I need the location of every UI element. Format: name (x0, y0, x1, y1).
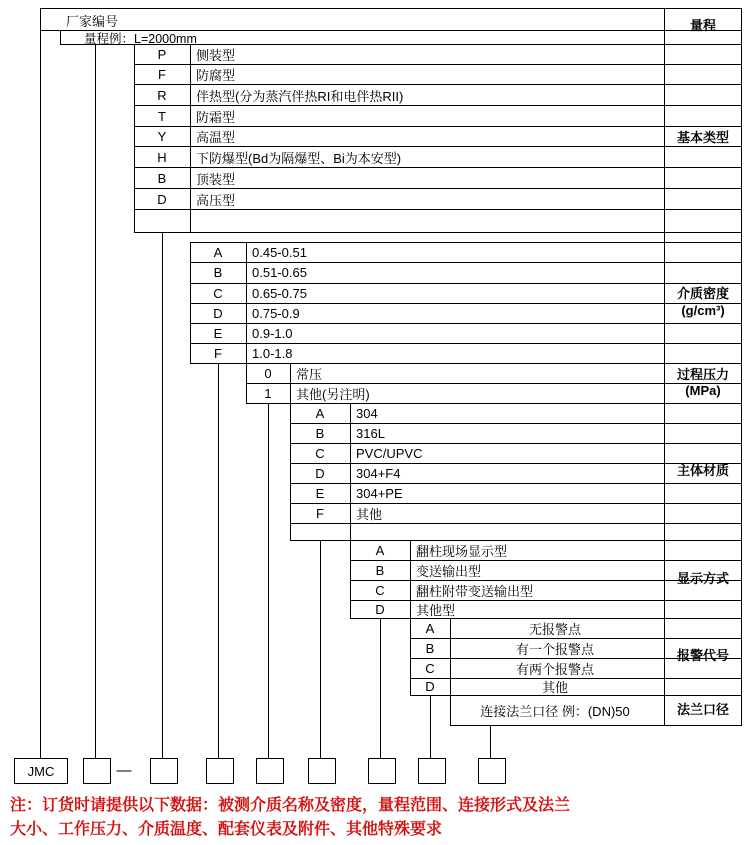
desc-display-A: 翻柱现场显示型 (416, 543, 508, 559)
leader-range (95, 44, 96, 758)
model-slot-3[interactable] (206, 758, 234, 784)
code-pressure-1: 1 (264, 385, 272, 401)
model-slot-4[interactable] (256, 758, 284, 784)
code-density-D: D (213, 305, 223, 321)
desc-density-D: 0.75-0.9 (252, 305, 300, 321)
model-slot-8[interactable] (478, 758, 506, 784)
leader-display (380, 618, 381, 758)
desc-F-type: 防腐型 (196, 67, 236, 83)
model-slot-7[interactable] (418, 758, 446, 784)
desc-alarm-C: 有两个报警点 (515, 661, 594, 677)
leader-basic-type (162, 232, 163, 758)
frame-top (40, 8, 742, 9)
code-material-F: F (316, 505, 324, 521)
right-label-material: 主体材质 (676, 463, 729, 479)
desc-density-B: 0.51-0.65 (252, 264, 307, 280)
code-density-B: B (213, 264, 223, 280)
code-alarm-A: A (425, 620, 435, 636)
code-material-A: A (315, 405, 325, 421)
code-display-B: B (375, 562, 385, 578)
model-slot-5[interactable] (308, 758, 336, 784)
pressure-unit: (MPa) (685, 383, 721, 398)
desc-pressure-1: 其他(另注明) (296, 386, 370, 402)
code-display-D: D (375, 601, 385, 617)
desc-density-C: 0.65-0.75 (252, 285, 307, 301)
leader-flange (490, 725, 491, 758)
code-H: H (157, 149, 167, 165)
desc-density-F: 1.0-1.8 (252, 345, 293, 361)
code-alarm-C: C (425, 660, 435, 676)
desc-alarm-B: 有一个报警点 (515, 641, 594, 657)
code-D-type: D (157, 191, 167, 207)
desc-flange: 连接法兰口径 例：(DN)50 (480, 703, 630, 719)
model-prefix-box[interactable]: JMC (14, 758, 68, 784)
code-P: P (157, 46, 167, 62)
code-material-C: C (315, 445, 325, 461)
leader-alarm (430, 695, 431, 758)
right-label-density: 介质密度 (g/cm³) (676, 286, 729, 318)
frame-left (40, 8, 41, 30)
code-R: R (157, 87, 167, 103)
right-label-flange: 法兰口径 (676, 701, 729, 717)
code-display-A: A (375, 542, 385, 558)
desc-density-E: 0.9-1.0 (252, 325, 293, 341)
sep-fl-bottom (450, 725, 742, 726)
leader-material (320, 540, 321, 758)
row-range-example: 量程例：L=2000mm (84, 32, 197, 46)
model-dash: — (116, 761, 132, 779)
desc-material-D: 304+F4 (356, 465, 401, 481)
leader-pressure (268, 403, 269, 758)
code-T: T (158, 108, 166, 124)
code-alarm-B: B (425, 640, 435, 656)
code-material-E: E (315, 485, 325, 501)
desc-material-A: 304 (356, 405, 378, 421)
code-material-D: D (315, 465, 325, 481)
code-density-E: E (213, 325, 223, 341)
desc-material-B: 316L (356, 425, 385, 441)
density-unit: (g/cm³) (681, 302, 725, 318)
sep-bt-7 (134, 209, 742, 210)
desc-material-E: 304+PE (356, 485, 403, 501)
desc-material-F: 其他 (356, 506, 383, 522)
desc-P: 侧装型 (196, 47, 236, 63)
model-slot-2[interactable] (150, 758, 178, 784)
desc-pressure-0: 常压 (296, 366, 323, 382)
model-slot-1[interactable] (83, 758, 111, 784)
right-label-range: 量程 (689, 17, 716, 33)
code-density-F: F (214, 345, 222, 361)
desc-Y: 高温型 (196, 129, 236, 145)
desc-B-type: 顶装型 (196, 171, 236, 187)
order-note-line2: 大小、工作压力、介质温度、配套仪表及附件、其他特殊要求 (10, 821, 443, 838)
right-label-display: 显示方式 (676, 570, 729, 586)
stub-top-1 (60, 30, 61, 44)
code-density-A: A (213, 244, 223, 260)
sep-bt-8 (134, 232, 742, 233)
right-label-basic-type: 基本类型 (676, 129, 729, 145)
desc-material-C: PVC/UPVC (356, 445, 423, 461)
desc-H: 下防爆型(Bd为隔爆型、Bi为本安型) (196, 150, 402, 166)
code-material-B: B (315, 425, 325, 441)
leader-density (218, 363, 219, 758)
desc-R: 伴热型(分为蒸汽伴热RI和电伴热RII) (196, 88, 404, 104)
desc-display-B: 变送输出型 (416, 563, 482, 579)
desc-density-A: 0.45-0.51 (252, 244, 307, 260)
code-Y: Y (157, 128, 167, 144)
desc-D-type: 高压型 (196, 192, 236, 208)
code-density-C: C (213, 285, 223, 301)
right-label-alarm: 报警代号 (676, 648, 729, 664)
desc-T: 防霜型 (196, 109, 236, 125)
right-label-pressure: 过程压力 (MPa) (676, 366, 729, 398)
model-slot-6[interactable] (368, 758, 396, 784)
code-display-C: C (375, 582, 385, 598)
row-manufacturer-no: 厂家编号 (66, 13, 119, 29)
desc-alarm-D: 其他 (541, 680, 568, 695)
code-B-type: B (157, 170, 167, 186)
leader-manufacturer (40, 30, 41, 758)
desc-display-D: 其他型 (416, 602, 456, 618)
desc-alarm-A: 无报警点 (528, 621, 581, 637)
order-note-line1: 注：订货时请提供以下数据：被测介质名称及密度，量程范围、连接形式及法兰 (10, 797, 571, 814)
desc-display-C: 翻柱附带变送输出型 (416, 583, 534, 599)
code-alarm-D: D (425, 679, 435, 694)
code-F-type: F (158, 66, 166, 82)
code-pressure-0: 0 (264, 365, 272, 381)
